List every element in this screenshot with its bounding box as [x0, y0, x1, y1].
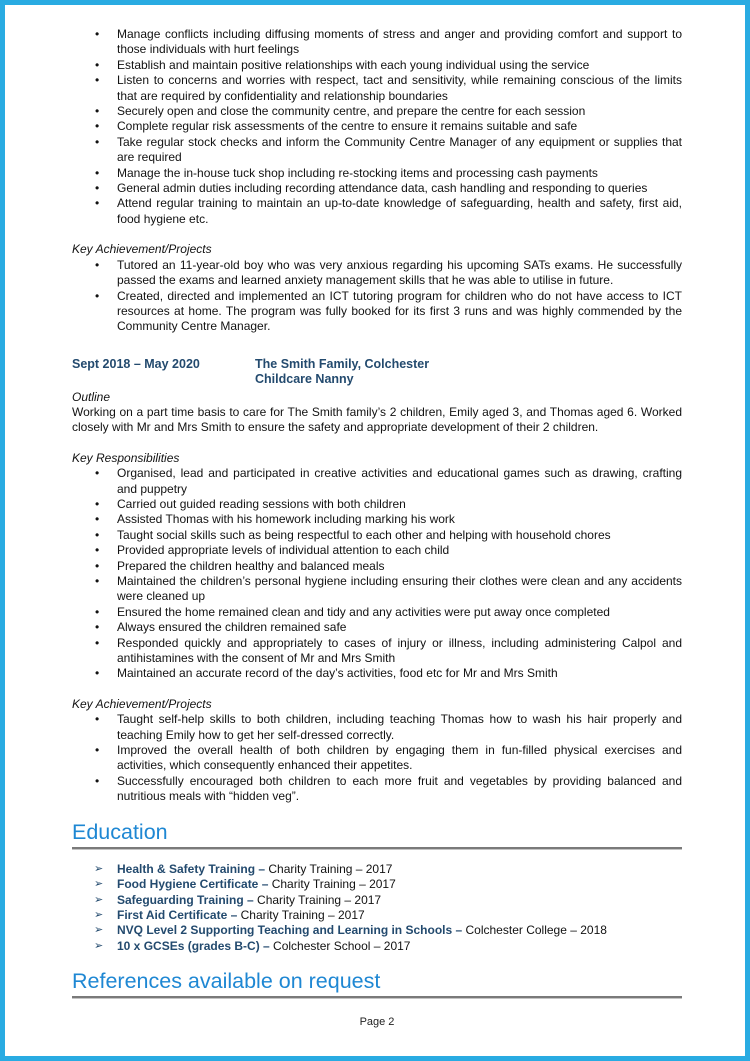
bullet-item: • Manage conflicts including diffusing moments of stress and anger and providing comfort and support to those individuals with hurt feelings: [72, 27, 682, 58]
bullet-item: • Provided appropriate levels of individual attention to each child: [72, 543, 682, 558]
education-item: [72, 939, 682, 954]
bullet-item: • Attend regular training to maintain an up-to-date knowledge of safeguarding, health and safety, first aid, food hygiene etc.: [72, 196, 682, 227]
bullet-item: • Successfully encouraged both children to each more fruit and vegetables by providing balanced and nutritious meals with “hidden veg”.: [72, 774, 682, 805]
job-title: Childcare Nanny: [255, 372, 354, 387]
bullet-item: • Organised, lead and participated in creative activities and educational games such as drawing, crafting and puppetry: [72, 466, 682, 497]
bullet-item: • Prepared the children healthy and balanced meals: [72, 559, 682, 574]
achievements-bullet-list: [72, 258, 682, 335]
bullet-item: • Maintained an accurate record of the day’s activities, food etc for Mr and Mrs Smith: [72, 666, 682, 681]
bullet-item: • Ensured the home remained clean and tidy and any activities were put away once completed: [72, 605, 682, 620]
education-item-detail: Charity Training – 2017: [253, 892, 382, 907]
heading-rule: [72, 996, 682, 999]
page-number: Page 2: [359, 1016, 395, 1029]
bullet-item: • Assisted Thomas with his homework including marking his work: [72, 512, 682, 527]
education-item-detail: Colchester School – 2017: [269, 938, 411, 953]
bullet-item: • Responded quickly and appropriately to cases of injury or illness, including administering Calpol and antihistamines with the consent of Mr and Mrs Smith: [72, 636, 682, 667]
duties-bullet-list: [72, 27, 682, 227]
bullet-item: • General admin duties including recording attendance data, cash handling and responding to queries: [72, 181, 682, 196]
job-employer-title: [255, 357, 429, 388]
education-item: [72, 893, 682, 908]
bullet-item: • Securely open and close the community centre, and prepare the centre for each session: [72, 104, 682, 119]
education-item: [72, 862, 682, 877]
education-item-title: NVQ Level 2 Supporting Teaching and Learning in Schools –: [117, 923, 463, 938]
responsibilities-bullet-list: [72, 466, 682, 682]
bullet-item: • Complete regular risk assessments of the centre to ensure it remains suitable and safe: [72, 119, 682, 134]
bullet-item: • Manage the in-house tuck shop including re-stocking items and processing cash payments: [72, 166, 682, 181]
job-dates: Sept 2018 – May 2020: [72, 356, 200, 371]
education-item: [72, 908, 682, 923]
bullet-item: • Listen to concerns and worries with respect, tact and sensitivity, while remaining conscious of the limits that are required by confidentiality and relationship boundaries: [72, 73, 682, 104]
achievements-subheading: Key Achievement/Projects: [72, 696, 212, 711]
heading-rule: [72, 847, 682, 850]
education-item-title: Health & Safety Training –: [117, 861, 266, 876]
bullet-item: • Establish and maintain positive relationships with each young individual using the service: [72, 58, 682, 73]
bullet-item: • Taught self-help skills to both children, including teaching Thomas how to wash his hair properly and teaching Emily how to get her self-dressed correctly.: [72, 712, 682, 743]
references-heading: References available on request: [72, 969, 381, 994]
bullet-item: • Created, directed and implemented an ICT tutoring program for children who do not have access to ICT resources at home. The program was fully booked for its first 3 runs and was highly commended by the Community Centre Manager.: [72, 289, 682, 335]
outline-subheading: Outline: [72, 389, 111, 404]
outline-paragraph: Working on a part time basis to care for The Smith family’s 2 children, Emily aged 3, and Thomas aged 6. Worked closely with Mr and Mrs Smith to ensure the safety and appropriate development of their 2 children.: [72, 404, 682, 435]
education-item: [72, 923, 682, 938]
education-item-title: Food Hygiene Certificate –: [117, 877, 269, 892]
education-item-detail: Charity Training – 2017: [237, 907, 365, 922]
bullet-item: • Improved the overall health of both children by engaging them in fun-filled physical exercises and activities, which consequently enhanced their appetites.: [72, 743, 682, 774]
bullet-item: • Tutored an 11-year-old boy who was very anxious regarding his upcoming SATs exams. He successfully passed the exams and learned anxiety management skills that he was able to utilise in future.: [72, 258, 682, 289]
education-list: [72, 862, 682, 954]
job-employer: The Smith Family, Colchester: [255, 356, 430, 371]
education-item-detail: Charity Training – 2017: [265, 861, 393, 876]
education-heading: Education: [72, 819, 168, 844]
bullet-item: • Carried out guided reading sessions with both children: [72, 497, 682, 512]
education-item-detail: Charity Training – 2017: [268, 877, 396, 892]
job-heading: [72, 357, 682, 388]
bullet-item: • Take regular stock checks and inform the Community Centre Manager of any equipment or supplies that are required: [72, 135, 682, 166]
education-item: [72, 877, 682, 892]
achievements-subheading: Key Achievement/Projects: [72, 242, 212, 257]
education-item-detail: Colchester College – 2018: [462, 923, 607, 938]
achievements-bullet-list: [72, 712, 682, 804]
education-item-title: Safeguarding Training –: [117, 892, 254, 907]
education-item-title: 10 x GCSEs (grades B-C) –: [117, 938, 270, 953]
education-item-title: First Aid Certificate –: [117, 907, 238, 922]
bullet-item: • Maintained the children’s personal hygiene including ensuring their clothes were clean and any accidents were cleaned up: [72, 574, 682, 605]
bullet-item: • Always ensured the children remained safe: [72, 620, 682, 635]
bullet-item: • Taught social skills such as being respectful to each other and helping with household chores: [72, 528, 682, 543]
responsibilities-subheading: Key Responsibilities: [72, 450, 180, 465]
